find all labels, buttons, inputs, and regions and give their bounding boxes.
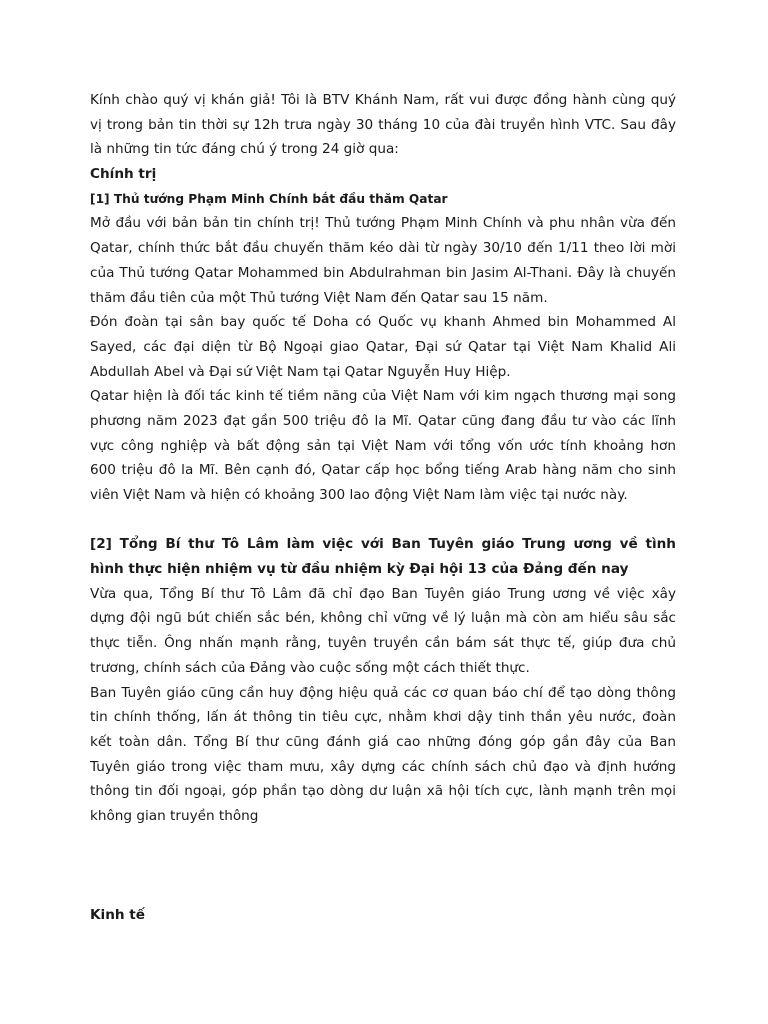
text-line: phương năm 2023 đạt gần 500 triệu đô la Mĩ. Qatar cũng đang đầu tư vào các lĩnh <box>90 412 676 429</box>
text-line: Sayed, các đại diện từ Bộ Ngoại giao Qatar, Đại sứ Qatar tại Việt Nam Khalid Ali <box>90 338 676 355</box>
news-1-title: [1] Thủ tướng Phạm Minh Chính bắt đầu thăm Qatar <box>90 191 448 206</box>
document-body <box>90 88 676 927</box>
text-line: vực công nghiệp và bất động sản tại Việt Nam với tổng vốn ước tính khoảng hơn <box>90 437 676 454</box>
blank-line <box>90 508 676 533</box>
text-line: Qatar hiện là đối tác kinh tế tiềm năng của Việt Nam với kim ngạch thương mại song <box>90 388 676 405</box>
text-line: dựng đội ngũ bút chiến sắc bén, không chỉ vững về lý luận mà còn am hiểu sâu sắc <box>90 610 676 627</box>
news-2-paragraph-2 <box>90 681 676 829</box>
news-2-paragraph-1 <box>90 582 676 681</box>
text-line: Mở đầu với bản bản tin chính trị! Thủ tướng Phạm Minh Chính và phu nhân vừa đến <box>90 215 676 232</box>
section-heading-economy: Kinh tế <box>90 906 145 923</box>
text-line: Qatar, chính thức bắt đầu chuyến thăm kéo dài từ ngày 30/10 đến 1/11 theo lời mời <box>90 240 676 257</box>
text-line: không gian truyền thông <box>90 807 259 824</box>
news-1-paragraph-3 <box>90 384 676 507</box>
text-line: trương, chính sách của Đảng vào cuộc sống một cách thiết thực. <box>90 659 530 676</box>
news-2-title-line: [2] Tổng Bí thư Tô Lâm làm việc với Ban Tuyên giáo Trung ương về tình <box>90 536 676 553</box>
text-line: Ban Tuyên giáo cũng cần huy động hiệu quả các cơ quan báo chí để tạo dòng thông <box>90 684 676 701</box>
news-1-paragraph-2 <box>90 310 676 384</box>
text-line: thực tiễn. Ông nhấn mạnh rằng, tuyên truyền cần bám sát thực tế, giúp đưa chủ <box>90 635 676 652</box>
text-line: tin chính thống, lấn át thông tin tiêu cực, nhằm khơi dậy tinh thần yêu nước, đoàn <box>90 709 676 726</box>
text-line: 600 triệu đô la Mĩ. Bên cạnh đó, Qatar cấp học bổng tiếng Arab hàng năm cho sinh <box>90 462 676 479</box>
blank-line <box>90 878 676 903</box>
text-line: thông tin đối ngoại, góp phần tạo dòng dư luận xã hội tích cực, lành mạnh trên mọi <box>90 783 676 800</box>
text-line: Kính chào quý vị khán giả! Tôi là BTV Khánh Nam, rất vui được đồng hành cùng quý <box>90 92 676 108</box>
intro-paragraph <box>90 88 676 162</box>
news-2-title <box>90 532 676 581</box>
text-line: Abdullah Abel và Đại sứ Việt Nam tại Qatar Nguyễn Huy Hiệp. <box>90 363 511 380</box>
news-2-title-line: hình thực hiện nhiệm vụ từ đầu nhiệm kỳ Đại hội 13 của Đảng đến nay <box>90 561 629 578</box>
text-line: viên Việt Nam và hiện có khoảng 300 lao động Việt Nam làm việc tại nước này. <box>90 487 628 503</box>
text-line: kết toàn dân. Tổng Bí thư cũng đánh giá cao những đóng góp gần đây của Ban <box>90 733 676 750</box>
news-1-paragraph-1 <box>90 211 676 310</box>
blank-line <box>90 829 676 854</box>
text-line: là những tin tức đáng chú ý trong 24 giờ qua: <box>90 141 399 158</box>
text-line: thăm đầu tiên của một Thủ tướng Việt Nam đến Qatar sau 15 năm. <box>90 289 548 306</box>
section-heading-politics: Chính trị <box>90 166 157 183</box>
text-line: vị trong bản tin thời sự 12h trưa ngày 30 tháng 10 của đài truyền hình VTC. Sau đây <box>90 116 676 133</box>
text-line: Vừa qua, Tổng Bí thư Tô Lâm đã chỉ đạo Ban Tuyên giáo Trung ương về việc xây <box>90 585 676 602</box>
text-line: Tuyên giáo trong việc tham mưu, xây dựng các chính sách chủ đạo và định hướng <box>90 758 676 775</box>
text-line: của Thủ tướng Qatar Mohammed bin Abdulrahman bin Jasim Al-Thani. Đây là chuyến <box>90 264 676 281</box>
text-line: Đón đoàn tại sân bay quốc tế Doha có Quốc vụ khanh Ahmed bin Mohammed Al <box>90 314 676 331</box>
blank-line <box>90 853 676 878</box>
